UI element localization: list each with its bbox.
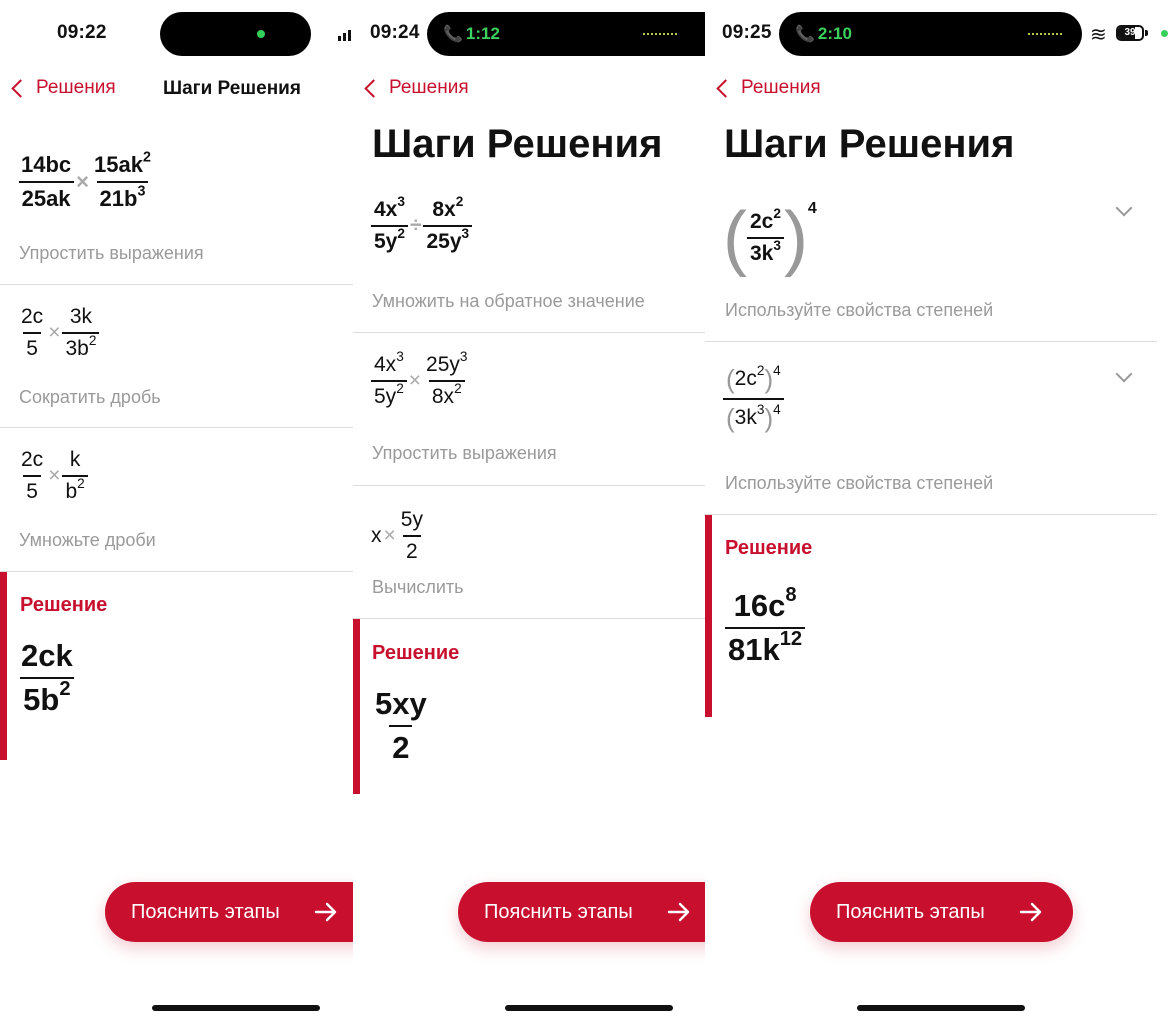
left-paren: ( (723, 198, 747, 278)
right-paren: ) (783, 198, 808, 278)
numerator: $25y^3$ (426, 348, 468, 376)
step-expression (371, 193, 472, 254)
step-caption: Упростить выражения (372, 443, 557, 463)
denominator: $5y^2$ (371, 225, 408, 254)
battery-cap (1145, 30, 1148, 36)
step-expression (18, 305, 99, 361)
numerator: $16c^8$ (733, 583, 797, 623)
denominator: $8x^2$ (429, 380, 465, 409)
denominator: $b^2$ (62, 475, 87, 504)
step-caption: Сократить дробь (19, 387, 161, 407)
numerator: 3k (69, 305, 93, 328)
arrow-right-icon (666, 899, 692, 925)
numerator: 5xy (375, 686, 427, 721)
solution-expression (725, 583, 805, 668)
step-card[interactable] (705, 188, 1157, 342)
chevron-left-icon (11, 79, 29, 97)
denominator: $25y^3$ (423, 225, 472, 254)
fraction (91, 149, 154, 212)
back-button[interactable] (10, 77, 116, 99)
page-title: Шаги Решения (724, 122, 1015, 166)
dynamic-island (427, 12, 705, 56)
numerator: 14bc (21, 152, 72, 177)
page-title: Шаги Решения (372, 122, 663, 166)
denominator: $3k^3$ (747, 237, 784, 266)
privacy-indicator-icon (257, 30, 265, 38)
solution-label: Решение (372, 642, 460, 664)
variable: x (371, 524, 382, 547)
call-indicator: 📞 2:10 (795, 24, 852, 43)
step-card[interactable] (353, 188, 705, 333)
chevron-left-icon (364, 79, 382, 97)
solution-label: Решение (725, 537, 813, 559)
call-waveform (643, 33, 677, 35)
screen-1 (0, 0, 353, 1020)
step-caption: Используйте свойства степеней (725, 473, 994, 493)
step-card[interactable] (0, 140, 353, 285)
back-button[interactable] (715, 77, 821, 99)
back-button[interactable] (363, 77, 469, 99)
chevron-left-icon (716, 79, 734, 97)
solution-label: Решение (20, 594, 108, 616)
fraction (747, 205, 784, 266)
numerator: 2c (21, 305, 44, 328)
privacy-indicator-icon (1161, 30, 1168, 37)
outer-exponent: 4 (807, 200, 817, 217)
step-caption: Используйте свойства степеней (725, 300, 994, 320)
step-expression (371, 348, 471, 409)
explain-steps-button[interactable] (810, 882, 1073, 942)
fraction (723, 364, 784, 434)
call-indicator: 📞 1:12 (443, 24, 500, 43)
signal-icon (338, 30, 351, 41)
explain-label: Пояснить этапы (484, 900, 633, 923)
numerator: $4x^3$ (374, 348, 404, 376)
dynamic-island (160, 12, 311, 56)
fraction (371, 348, 407, 409)
explain-steps-button[interactable] (105, 882, 353, 942)
numerator: $8x^2$ (432, 193, 464, 221)
step-card[interactable] (0, 428, 353, 572)
fraction (18, 305, 46, 361)
numerator: k (69, 448, 81, 471)
numerator: 5y (400, 508, 423, 531)
step-card[interactable] (353, 333, 705, 486)
fraction (725, 583, 805, 668)
denominator: $5b^2$ (20, 677, 73, 718)
fraction (372, 686, 430, 766)
solution-accent-bar (705, 515, 712, 717)
home-indicator (152, 1005, 320, 1011)
call-waveform (1028, 33, 1062, 35)
step-expression (18, 149, 154, 212)
fraction (18, 448, 46, 504)
numerator: 2ck (21, 638, 73, 673)
step-caption: Умножить на обратное значение (372, 291, 645, 311)
status-time: 09:25 (722, 22, 772, 43)
phone-icon: 📞 (795, 26, 815, 43)
denominator: $81k^{12}$ (725, 627, 805, 668)
step-expression (723, 198, 817, 278)
explain-label: Пояснить этапы (131, 900, 280, 923)
fraction (62, 305, 99, 361)
phone-icon: 📞 (443, 26, 463, 43)
step-expression (371, 508, 426, 564)
denominator: 5 (23, 332, 41, 361)
back-label: Решения (389, 77, 469, 98)
fraction (398, 508, 426, 564)
chevron-down-icon[interactable] (1116, 200, 1133, 217)
dynamic-island (779, 12, 1082, 56)
solution-expression (372, 686, 430, 766)
operator: ÷ (409, 214, 422, 237)
home-indicator (857, 1005, 1025, 1011)
fraction (62, 448, 87, 504)
denominator: 25ak (19, 181, 74, 212)
arrow-right-icon (1018, 899, 1044, 925)
back-label: Решения (36, 77, 116, 98)
numerator: $2c^2$ (749, 205, 781, 233)
denominator: 2 (403, 535, 421, 564)
numerator: $4x^3$ (374, 193, 405, 221)
numerator: $15ak^2$ (94, 149, 151, 177)
operator: × (48, 464, 61, 487)
step-card[interactable] (705, 342, 1157, 515)
step-caption: Вычислить (372, 577, 464, 597)
nav-title: Шаги Решения (163, 78, 301, 99)
fraction (18, 638, 76, 718)
fraction (18, 152, 74, 212)
denominator: 2 (389, 725, 412, 766)
solution-accent-bar (353, 619, 360, 794)
solution-expression (18, 638, 76, 718)
explain-label: Пояснить этапы (836, 900, 985, 923)
operator: × (76, 169, 90, 194)
solution-accent-bar (0, 572, 7, 760)
wifi-icon: ≋ (1090, 24, 1107, 46)
denominator: $(3k^3)^4$ (723, 398, 784, 434)
denominator: 5 (23, 475, 41, 504)
screen-2 (353, 0, 705, 1020)
operator: × (383, 524, 396, 547)
numerator: $(2c^2)^4$ (726, 362, 781, 394)
operator: × (48, 321, 61, 344)
denominator: $21b^3$ (97, 181, 149, 212)
step-caption: Упростить выражения (19, 243, 204, 263)
step-card[interactable] (0, 285, 353, 428)
denominator: $5y^2$ (371, 380, 407, 409)
status-time: 09:24 (370, 22, 420, 43)
arrow-right-icon (313, 899, 339, 925)
screen-3 (705, 0, 1176, 1020)
explain-steps-button[interactable] (458, 882, 705, 942)
step-caption: Умножьте дроби (19, 530, 156, 550)
denominator: $3b^2$ (62, 332, 99, 361)
numerator: 2c (21, 448, 44, 471)
step-expression (18, 448, 88, 504)
status-time: 09:22 (57, 22, 107, 43)
fraction (423, 193, 472, 254)
step-expression (723, 364, 784, 434)
chevron-down-icon[interactable] (1116, 366, 1133, 383)
battery-icon: 39 (1116, 25, 1144, 41)
step-card[interactable] (353, 486, 705, 619)
operator: × (408, 369, 422, 392)
back-label: Решения (741, 77, 821, 98)
fraction (423, 348, 470, 409)
home-indicator (505, 1005, 673, 1011)
fraction (371, 193, 408, 254)
